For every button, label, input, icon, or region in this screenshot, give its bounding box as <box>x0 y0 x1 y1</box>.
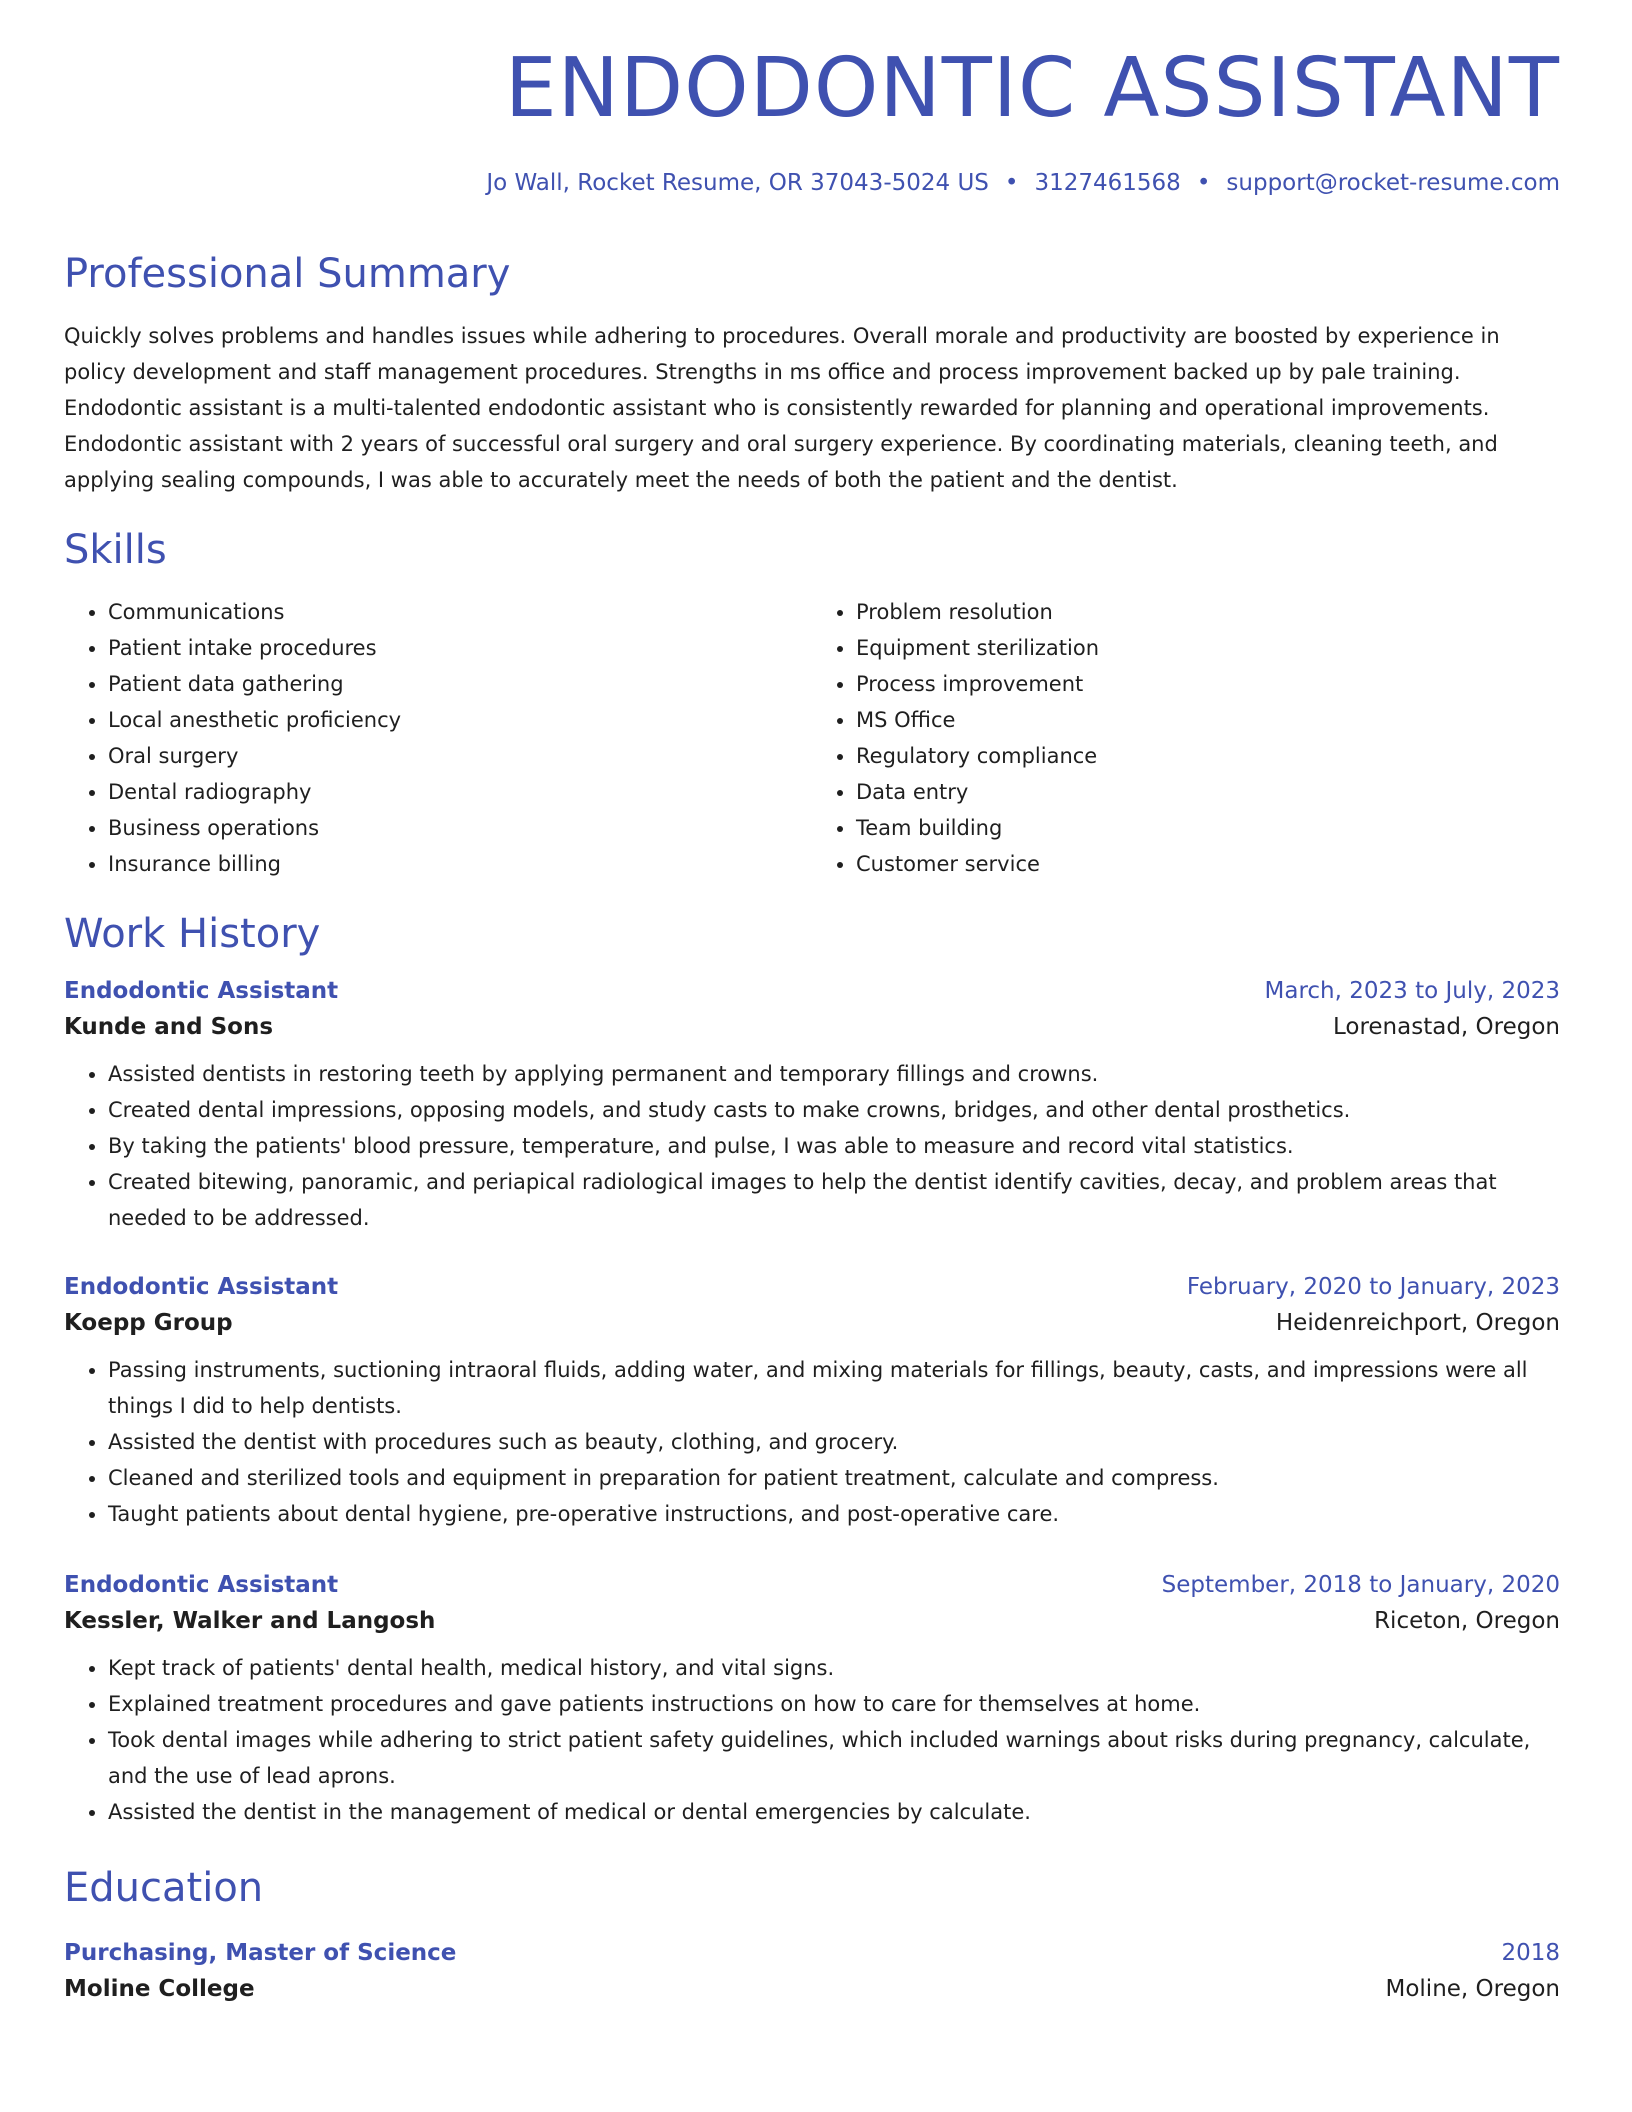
job-dates: February, 2020 to January, 2023 <box>1186 1274 1560 1300</box>
job-entry <box>64 978 1560 1236</box>
job-header <box>64 1274 1560 1300</box>
skill-item: • Data entry <box>856 774 1560 810</box>
job-bullets <box>64 1352 1560 1532</box>
job-subheader <box>64 1608 1560 1634</box>
education-subheader <box>64 1976 1560 2002</box>
skill-item: • Communications <box>108 594 812 630</box>
skill-item: • Problem resolution <box>856 594 1560 630</box>
contact-address: Jo Wall, Rocket Resume, OR 37043-5024 US <box>486 170 989 196</box>
summary-heading: Professional Summary <box>64 251 511 297</box>
job-subheader <box>64 1014 1560 1040</box>
job-location: Lorenastad, Oregon <box>1332 1014 1560 1040</box>
education-degree: Purchasing, Master of Science <box>64 1940 457 1966</box>
job-title: Endodontic Assistant <box>64 978 339 1004</box>
education-header <box>64 1940 1560 1966</box>
job-bullet: • Kept track of patients' dental health, medical history, and vital signs. <box>108 1650 1560 1686</box>
job-dates: March, 2023 to July, 2023 <box>1264 978 1560 1004</box>
skills-list-right <box>812 594 1560 882</box>
education-year: 2018 <box>1501 1940 1560 1966</box>
job-bullet: • Taught patients about dental hygiene, pre-operative instructions, and post-operative care. <box>108 1496 1560 1532</box>
job-bullet: • Assisted dentists in restoring teeth by applying permanent and temporary fillings and crowns. <box>108 1056 1560 1092</box>
skill-item: • Patient intake procedures <box>108 630 812 666</box>
job-bullet: • Took dental images while adhering to strict patient safety guidelines, which included warnings about risks during pregnancy, calculate, and the use of lead aprons. <box>108 1722 1560 1794</box>
job-bullets <box>64 1056 1560 1236</box>
skill-item: • Local anesthetic proficiency <box>108 702 812 738</box>
job-bullet: • By taking the patients' blood pressure, temperature, and pulse, I was able to measure and record vital statistics. <box>108 1128 1560 1164</box>
contact-separator: • <box>1004 170 1019 196</box>
job-entry <box>64 1274 1560 1532</box>
job-location: Riceton, Oregon <box>1374 1608 1560 1634</box>
skill-item: • MS Office <box>856 702 1560 738</box>
contact-email: support@rocket-resume.com <box>1226 170 1560 196</box>
job-dates: September, 2018 to January, 2020 <box>1161 1572 1560 1598</box>
skill-item: • Process improvement <box>856 666 1560 702</box>
job-bullet: • Passing instruments, suctioning intraoral fluids, adding water, and mixing materials for fillings, beauty, casts, and impressions were all things I did to help dentists. <box>108 1352 1560 1424</box>
education-heading: Education <box>64 1865 264 1911</box>
job-subheader <box>64 1310 1560 1336</box>
education-entry <box>64 1940 1560 2002</box>
job-entry <box>64 1572 1560 1830</box>
job-company: Koepp Group <box>64 1310 233 1336</box>
contact-separator: • <box>1196 170 1211 196</box>
skill-item: • Dental radiography <box>108 774 812 810</box>
job-header <box>64 978 1560 1004</box>
resume-page <box>64 41 1560 2002</box>
skill-item: • Customer service <box>856 846 1560 882</box>
job-bullets <box>64 1650 1560 1830</box>
skills-grid <box>64 594 1560 882</box>
skill-item: • Regulatory compliance <box>856 738 1560 774</box>
skill-item: • Oral surgery <box>108 738 812 774</box>
job-bullet: • Assisted the dentist in the management of medical or dental emergencies by calculate. <box>108 1794 1560 1830</box>
job-bullet: • Explained treatment procedures and gave patients instructions on how to care for themselves at home. <box>108 1686 1560 1722</box>
work-history-heading: Work History <box>64 911 321 957</box>
job-company: Kessler, Walker and Langosh <box>64 1608 436 1634</box>
job-title: Endodontic Assistant <box>64 1572 339 1598</box>
job-location: Heidenreichport, Oregon <box>1275 1310 1560 1336</box>
education-location: Moline, Oregon <box>1385 1976 1560 2002</box>
contact-phone: 3127461568 <box>1034 170 1181 196</box>
summary-text: Quickly solves problems and handles issues while adhering to procedures. Overall morale and productivity are boosted by experience in policy development and staff management procedures. Strengths in ms office and process improvement backed up by pale training. Endodontic assistant is a multi-talented endodontic assistant who is consistently rewarded for planning and operational improvements. Endodontic assistant with 2 years of successful oral surgery and oral surgery experience. By coordinating materials, cleaning teeth, and applying sealing compounds, I was able to accurately meet the needs of both the patient and the dentist. <box>64 324 1500 492</box>
job-bullet: • Cleaned and sterilized tools and equipment in preparation for patient treatment, calculate and compress. <box>108 1460 1560 1496</box>
job-bullet: • Assisted the dentist with procedures such as beauty, clothing, and grocery. <box>108 1424 1560 1460</box>
job-bullet: • Created bitewing, panoramic, and periapical radiological images to help the dentist identify cavities, decay, and problem areas that needed to be addressed. <box>108 1164 1560 1236</box>
skill-item: • Business operations <box>108 810 812 846</box>
job-header <box>64 1572 1560 1598</box>
skills-list-left <box>64 594 812 882</box>
job-company: Kunde and Sons <box>64 1014 274 1040</box>
resume-title: ENDODONTIC ASSISTANT <box>504 41 1560 136</box>
skill-item: • Team building <box>856 810 1560 846</box>
skill-item: • Equipment sterilization <box>856 630 1560 666</box>
job-title: Endodontic Assistant <box>64 1274 339 1300</box>
skills-heading: Skills <box>64 527 167 573</box>
skill-item: • Patient data gathering <box>108 666 812 702</box>
job-bullet: • Created dental impressions, opposing models, and study casts to make crowns, bridges, and other dental prosthetics. <box>108 1092 1560 1128</box>
contact-line <box>64 170 1560 196</box>
education-school: Moline College <box>64 1976 255 2002</box>
skill-item: • Insurance billing <box>108 846 812 882</box>
